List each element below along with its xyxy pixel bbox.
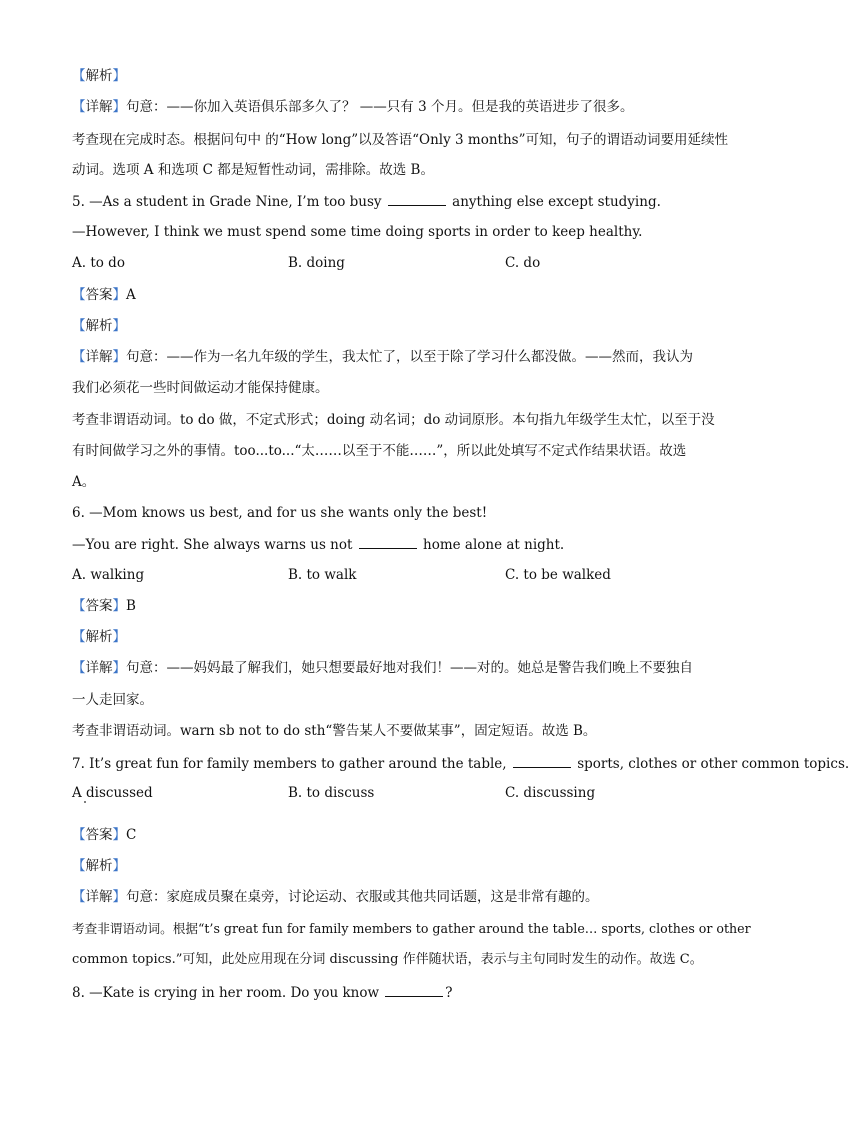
q7-option-c: C. discussing [505,785,596,801]
q5-option-a: A. to do [72,255,125,271]
q5-expl-line2: 有时间做学习之外的事情。too...to...“太……以至于不能……”，所以此处填写不定式作结果状语。故选 [72,443,687,459]
q5-option-c: C. do [505,255,541,271]
q7-option-b: B. to discuss [288,785,375,801]
q4-detail: 【详解】句意：——你加入英语俱乐部多久了？ ——只有 3 个月。但是我的英语进步了很多。 [72,99,634,115]
q7-expl-line1: 考查非谓语动词。根据“t’s great fun for family members to gather around the table… sports, clothes or other [72,921,751,936]
q5-reply: —However, I think we must spend some time doing sports in order to keep healthy. [72,224,643,240]
q7-expl-line2: common topics.”可知，此处应用现在分词 discussing 作伴随状语，表示与主句同时发生的动作。故选 C。 [72,952,703,967]
q5-option-b: B. doing [288,255,345,271]
q5-expl-line1: 考查非谓语动词。to do 做，不定式形式；doing 动名词；do 动词原形。本句指九年级学生太忙，以至于没 [72,412,715,428]
jiexi-label: 【解析】 [72,858,126,874]
q6-option-b: B. to walk [288,567,357,583]
q5-expl-line3: A。 [72,474,96,490]
q6-question: 6. —Mom knows us best, and for us she wants only the best! [72,505,488,521]
q4-expl-line2: 动词。选项 A 和选项 C 都是短暂性动词，需排除。故选 B。 [72,162,434,178]
q6-expl-line1: 考查非谓语动词。warn sb not to do sth“警告某人不要做某事”，固定短语。故选 B。 [72,723,597,739]
q5-detail-line2: 我们必须花一些时间做运动才能保持健康。 [72,380,329,396]
q8-question: 8. —Kate is crying in her room. Do you know ? [72,982,732,1003]
q4-expl-line1: 考查现在完成时态。根据问句中 的“How long”以及答语“Only 3 months”可知，句子的谓语动词要用延续性 [72,132,728,148]
q6-options [72,565,732,585]
q7-options [72,783,732,803]
jiexi-label: 【解析】 [72,68,126,84]
answer-blank [388,191,446,206]
answer-blank [385,982,443,997]
q7-option-a: A discussed [72,785,153,801]
q7-question: 7. It’s great fun for family members to gather around the table, sports, clothes or other common topics. [72,753,732,774]
q6-detail: 【详解】句意：——妈妈最了解我们，她只想要最好地对我们！——对的。她总是警告我们晚上不要独自 [72,660,693,676]
q6-detail-line2: 一人走回家。 [72,692,153,708]
answer-blank [513,753,571,768]
q5-detail: 【详解】句意：——作为一名九年级的学生，我太忙了，以至于除了学习什么都没做。——然而，我认为 [72,349,693,365]
q7-detail: 【详解】句意：家庭成员聚在桌旁，讨论运动、衣服或其他共同话题，这是非常有趣的。 [72,889,599,905]
q6-option-a: A. walking [72,567,145,583]
q5-options [72,253,732,273]
q6-option-c: C. to be walked [505,567,611,583]
q6-reply: —You are right. She always warns us not home alone at night. [72,534,732,555]
q5-answer: 【答案】A [72,287,136,303]
q7-answer: 【答案】C [72,827,137,843]
jiexi-label: 【解析】 [72,629,126,645]
stray-dot [84,801,86,803]
answer-blank [359,534,417,549]
q6-answer: 【答案】B [72,598,136,614]
q5-question: 5. —As a student in Grade Nine, I’m too busy anything else except studying. [72,191,732,212]
jiexi-label: 【解析】 [72,318,126,334]
